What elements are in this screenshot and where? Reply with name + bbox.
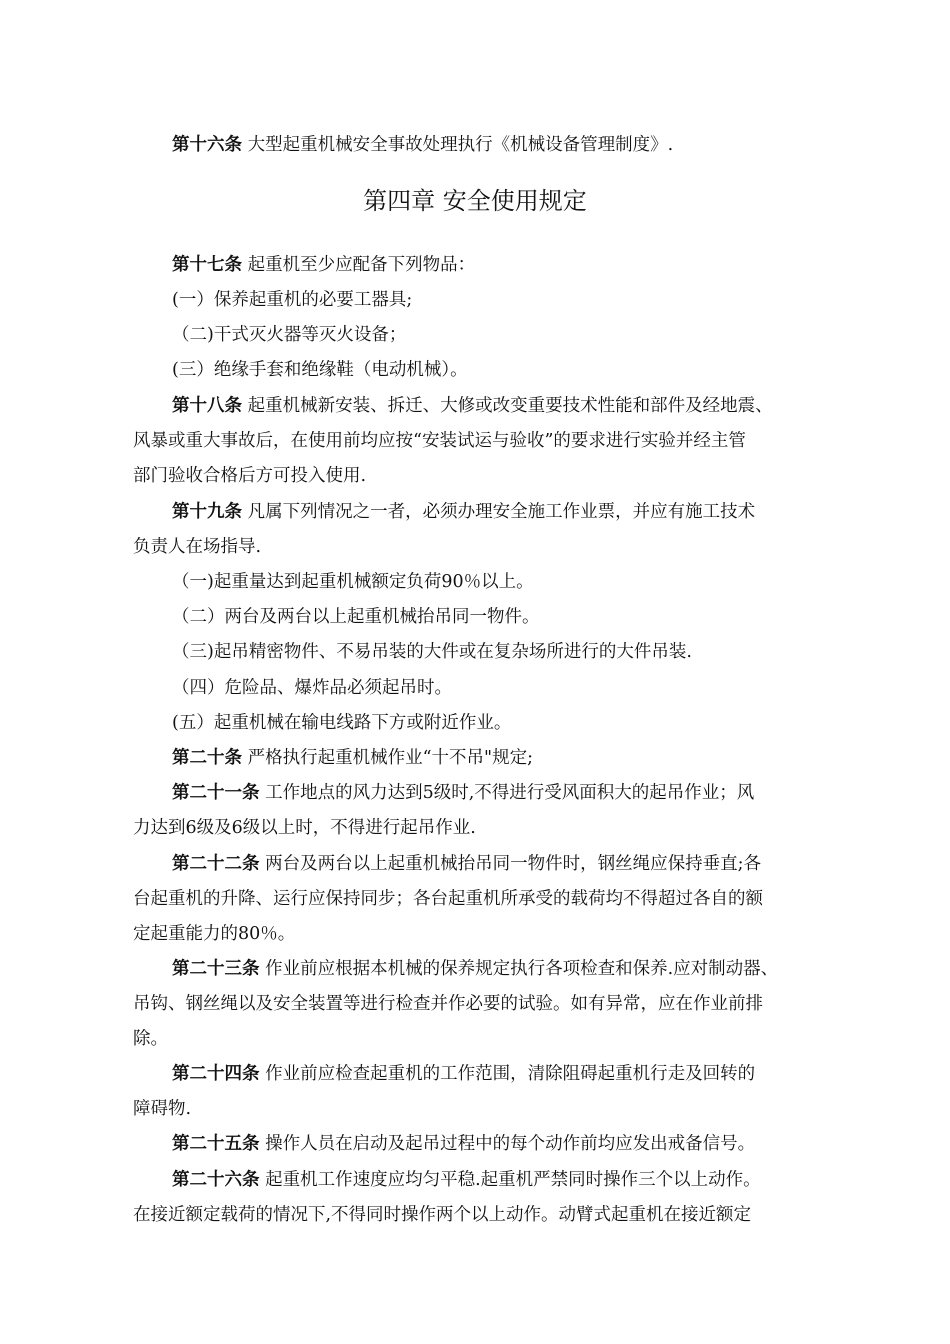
article-paragraph (172, 1168, 950, 1192)
article-text: 两台及两台以上起重机械抬吊同一物件时，钢丝绳应保持垂直;各 (265, 854, 761, 874)
chapter-heading: 第四章 安全使用规定 (363, 187, 587, 215)
article-paragraph (172, 781, 950, 805)
article-label: 第十九条 (172, 502, 242, 522)
paragraph-continuation: 除。 (133, 1029, 168, 1049)
paragraph-continuation: 定起重能力的80％。 (133, 924, 296, 944)
article-label: 第十八条 (172, 396, 242, 416)
paragraph-continuation: 障碍物. (133, 1099, 192, 1119)
article-label: 第十七条 (172, 255, 242, 275)
article-paragraph (172, 1132, 950, 1156)
article-label: 第二十二条 (172, 854, 260, 874)
article-text: 工作地点的风力达到5级时,不得进行受风面积大的起吊作业；风 (265, 783, 755, 803)
list-item: （三)起吊精密物件、不易吊装的大件或在复杂场所进行的大件吊装. (172, 642, 692, 662)
article-label: 第二十条 (172, 748, 242, 768)
article-paragraph (172, 852, 950, 876)
article-paragraph (172, 1062, 950, 1086)
paragraph-continuation: 风暴或重大事故后，在使用前均应按“安装试运与验收”的要求进行实验并经主管 (133, 431, 746, 451)
paragraph-continuation: 吊钩、钢丝绳以及安全装置等进行检查并作必要的试验。如有异常，应在作业前排 (133, 994, 763, 1014)
article-text: 严格执行起重机械作业“十不吊"规定; (247, 748, 533, 768)
list-item: (三）绝缘手套和绝缘鞋（电动机械）。 (172, 360, 468, 380)
list-item: (一）保养起重机的必要工器具; (172, 290, 413, 310)
article-paragraph (172, 394, 950, 418)
article-label: 第二十一条 (172, 783, 260, 803)
article-paragraph (172, 957, 950, 981)
article-text: 起重机械新安装、拆迁、大修或改变重要技术性能和部件及经地震、 (247, 396, 773, 416)
list-item: （四）危险品、爆炸品必须起吊时。 (172, 678, 452, 698)
article-text: 作业前应根据本机械的保养规定执行各项检查和保养.应对制动器、 (265, 959, 779, 979)
article-label: 第二十五条 (172, 1134, 260, 1154)
article-label: 第二十四条 (172, 1064, 260, 1084)
paragraph-continuation: 力达到6级及6级以上时，不得进行起吊作业. (133, 818, 476, 838)
article-text: 操作人员在启动及起吊过程中的每个动作前均应发出戒备信号。 (265, 1134, 756, 1154)
paragraph-continuation: 台起重机的升降、运行应保持同步；各台起重机所承受的载荷均不得超过各自的额 (133, 889, 763, 909)
article-text: 作业前应检查起重机的工作范围，清除阻碍起重机行走及回转的 (265, 1064, 756, 1084)
list-item: （一)起重量达到起重机械额定负荷90％以上。 (172, 572, 534, 592)
paragraph-continuation: 负责人在场指导. (133, 537, 262, 557)
list-item: （二）两台及两台以上起重机械抬吊同一物件。 (172, 607, 540, 627)
list-item: （二)干式灭火器等灭火设备； (172, 325, 407, 345)
article-label: 第十六条 (172, 135, 242, 155)
article-text: 大型起重机械安全事故处理执行《机械设备管理制度》. (247, 135, 674, 155)
list-item: (五）起重机械在输电线路下方或附近作业。 (172, 713, 512, 733)
article-paragraph (172, 133, 950, 157)
paragraph-continuation: 在接近额定载荷的情况下,不得同时操作两个以上动作。动臂式起重机在接近额定 (133, 1205, 752, 1225)
article-paragraph (172, 746, 950, 770)
article-label: 第二十六条 (172, 1170, 260, 1190)
article-paragraph (172, 253, 950, 277)
article-paragraph (172, 500, 950, 524)
article-text: 起重机至少应配备下列物品： (247, 255, 476, 275)
article-label: 第二十三条 (172, 959, 260, 979)
article-text: 起重机工作速度应均匀平稳.起重机严禁同时操作三个以上动作。 (265, 1170, 761, 1190)
article-text: 凡属下列情况之一者，必须办理安全施工作业票，并应有施工技术 (247, 502, 756, 522)
paragraph-continuation: 部门验收合格后方可投入使用. (133, 466, 367, 486)
